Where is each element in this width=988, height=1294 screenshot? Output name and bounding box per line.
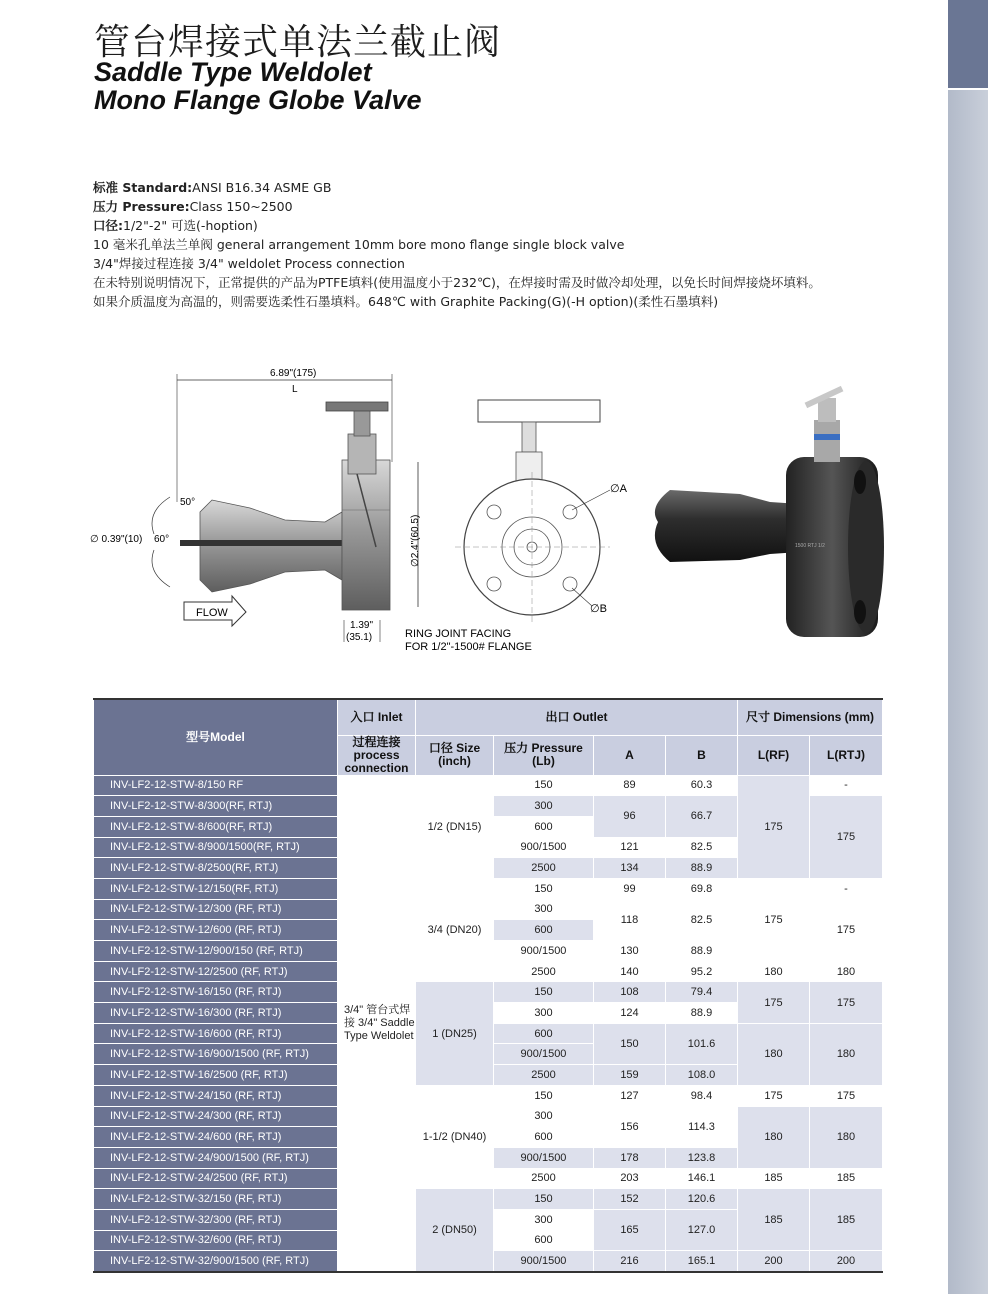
pressure-cell: 300 [494, 796, 594, 817]
angle-60-label: 60° [154, 534, 170, 545]
bore-dim-label: ∅ 0.39"(10) [90, 534, 143, 545]
table-row-model: INV-LF2-12-STW-24/900/1500 (RF, RTJ) [94, 1147, 338, 1168]
a-cell: 96 [594, 796, 666, 837]
b-cell: 123.8 [666, 1147, 738, 1168]
lrf-cell: 180 [738, 961, 810, 982]
spec-line4: 10 毫米孔单法兰单阀 general arrangement 10mm bore mono flange single block valve [93, 237, 625, 252]
pressure-cell: 600 [494, 1127, 594, 1148]
front-view [455, 400, 628, 622]
lrtj-cell: 175 [810, 982, 883, 1023]
side-tab-bottom [948, 90, 988, 1294]
table-row-model: INV-LF2-12-STW-16/600 (RF, RTJ) [94, 1023, 338, 1044]
pressure-cell: 900/1500 [494, 1251, 594, 1272]
b-cell: 120.6 [666, 1189, 738, 1210]
b-cell: 82.5 [666, 899, 738, 940]
pressure-cell: 300 [494, 1209, 594, 1230]
lrtj-cell: 180 [810, 1023, 883, 1085]
lrf-cell: 175 [738, 1085, 810, 1106]
header-dimensions: 尺寸 Dimensions (mm) [738, 699, 883, 735]
a-cell: 108 [594, 982, 666, 1003]
ring-joint-line2: FOR 1/2"-1500# FLANGE [405, 641, 532, 653]
table-row-model: INV-LF2-12-STW-16/300 (RF, RTJ) [94, 1003, 338, 1024]
pressure-cell: 900/1500 [494, 1147, 594, 1168]
lrtj-cell: 180 [810, 1106, 883, 1168]
table-row-model: INV-LF2-12-STW-32/300 (RF, RTJ) [94, 1209, 338, 1230]
page-title-en [94, 58, 422, 114]
table-row-model: INV-LF2-12-STW-12/600 (RF, RTJ) [94, 920, 338, 941]
b-cell: 127.0 [666, 1209, 738, 1250]
table-row-model: INV-LF2-12-STW-8/600(RF, RTJ) [94, 816, 338, 837]
spec-line5: 3/4"焊接过程连接 3/4" weldolet Process connection [93, 256, 405, 271]
a-cell: 152 [594, 1189, 666, 1210]
pressure-cell: 2500 [494, 1168, 594, 1189]
side-tab-top [948, 0, 988, 88]
a-cell: 127 [594, 1085, 666, 1106]
pressure-cell: 150 [494, 1189, 594, 1210]
spec-bore: 口径:1/2"-2" 可选(-hoption) [93, 218, 258, 233]
pressure-cell: 600 [494, 1023, 594, 1044]
pressure-cell: 300 [494, 1003, 594, 1024]
table-row-model: INV-LF2-12-STW-12/2500 (RF, RTJ) [94, 961, 338, 982]
table-row-model: INV-LF2-12-STW-24/300 (RF, RTJ) [94, 1106, 338, 1127]
specs-block [93, 178, 821, 311]
header-b: B [666, 735, 738, 775]
lrf-cell: 185 [738, 1168, 810, 1189]
lrf-cell: 175 [738, 982, 810, 1023]
table-row-model: INV-LF2-12-STW-32/150 (RF, RTJ) [94, 1189, 338, 1210]
b-cell: 114.3 [666, 1106, 738, 1147]
a-cell: 134 [594, 858, 666, 879]
pressure-cell: 150 [494, 878, 594, 899]
a-cell: 124 [594, 1003, 666, 1024]
pressure-cell: 600 [494, 1230, 594, 1251]
lrtj-cell: 175 [810, 796, 883, 879]
header-lrtj: L(RTJ) [810, 735, 883, 775]
table-row-model: INV-LF2-12-STW-32/900/1500 (RF, RTJ) [94, 1251, 338, 1272]
lrf-cell: 180 [738, 1023, 810, 1085]
b-cell: 108.0 [666, 1065, 738, 1086]
pressure-cell: 2500 [494, 1065, 594, 1086]
dim-l-label: L [292, 384, 298, 395]
table-row-model: INV-LF2-12-STW-16/150 (RF, RTJ) [94, 982, 338, 1003]
b-cell: 88.9 [666, 1003, 738, 1024]
angle-50-label: 50° [180, 497, 196, 508]
process-connection-cell: 3/4" 管台式焊接 3/4" Saddle Type Weldolet [338, 775, 416, 1272]
lrf-cell: 180 [738, 1106, 810, 1168]
page-title-cn: 管台焊接式单法兰截止阀 [94, 22, 502, 63]
spec-table [93, 698, 882, 1273]
b-cell: 79.4 [666, 982, 738, 1003]
b-cell: 98.4 [666, 1085, 738, 1106]
pressure-cell: 900/1500 [494, 941, 594, 962]
b-cell: 95.2 [666, 961, 738, 982]
pressure-cell: 600 [494, 920, 594, 941]
header-model: 型号Model [94, 699, 338, 775]
size-cell: 2 (DN50) [416, 1189, 494, 1272]
hole-a-label: ∅A [610, 483, 627, 495]
flow-label: FLOW [196, 607, 228, 619]
header-outlet: 出口 Outlet [416, 699, 738, 735]
title-en-line2: Mono Flange Globe Valve [94, 85, 422, 115]
size-cell: 3/4 (DN20) [416, 878, 494, 981]
a-cell: 216 [594, 1251, 666, 1272]
pressure-cell: 150 [494, 775, 594, 796]
size-cell: 1 (DN25) [416, 982, 494, 1085]
dim-length-label: 6.89"(175) [270, 368, 317, 379]
flange-thickness-mm-label: (35.1) [346, 632, 373, 643]
size-cell: 1-1/2 (DN40) [416, 1085, 494, 1188]
table-row-model: INV-LF2-12-STW-24/2500 (RF, RTJ) [94, 1168, 338, 1189]
a-cell: 178 [594, 1147, 666, 1168]
lrtj-cell: 180 [810, 961, 883, 982]
dim-height-label: ∅2.4"(60.5) [410, 514, 421, 567]
table-row-model: INV-LF2-12-STW-8/900/1500(RF, RTJ) [94, 837, 338, 858]
a-cell: 140 [594, 961, 666, 982]
lrtj-cell: - [810, 878, 883, 899]
a-cell: 89 [594, 775, 666, 796]
spec-line7: 如果介质温度为高温的，则需要选柔性石墨填料。648℃ with Graphite Packing(G)(-H option)(柔性石墨填料) [93, 294, 719, 309]
table-row-model: INV-LF2-12-STW-8/2500(RF, RTJ) [94, 858, 338, 879]
table-row-model: INV-LF2-12-STW-24/600 (RF, RTJ) [94, 1127, 338, 1148]
b-cell: 88.9 [666, 941, 738, 962]
spec-line6: 在未特别说明情况下，正常提供的产品为PTFE填料(使用温度小于232℃)，在焊接时需及时做冷却处理，以免长时间焊接烧坏填料。 [93, 275, 821, 290]
lrtj-cell: - [810, 775, 883, 796]
b-cell: 165.1 [666, 1251, 738, 1272]
spec-standard: 标准 Standard:ANSI B16.34 ASME GB [93, 180, 332, 195]
lrf-cell: 175 [738, 878, 810, 961]
a-cell: 118 [594, 899, 666, 940]
b-cell: 60.3 [666, 775, 738, 796]
a-cell: 99 [594, 878, 666, 899]
flange-thickness-label: 1.39" [350, 620, 374, 631]
header-size: 口径 Size (inch) [416, 735, 494, 775]
title-en-line1: Saddle Type Weldolet [94, 57, 372, 87]
ring-joint-line1: RING JOINT FACING [405, 628, 512, 640]
pressure-cell: 150 [494, 982, 594, 1003]
lrf-cell: 200 [738, 1251, 810, 1272]
header-pressure: 压力 Pressure (Lb) [494, 735, 594, 775]
pressure-cell: 600 [494, 816, 594, 837]
a-cell: 203 [594, 1168, 666, 1189]
a-cell: 159 [594, 1065, 666, 1086]
lrtj-cell: 175 [810, 899, 883, 961]
header-lrf: L(RF) [738, 735, 810, 775]
table-row-model: INV-LF2-12-STW-32/600 (RF, RTJ) [94, 1230, 338, 1251]
technical-drawing [80, 362, 940, 662]
hole-b-label: ∅B [590, 603, 607, 615]
lrtj-cell: 175 [810, 1085, 883, 1106]
b-cell: 82.5 [666, 837, 738, 858]
b-cell: 69.8 [666, 878, 738, 899]
b-cell: 146.1 [666, 1168, 738, 1189]
pressure-cell: 900/1500 [494, 837, 594, 858]
a-cell: 121 [594, 837, 666, 858]
table-row-model: INV-LF2-12-STW-16/900/1500 (RF, RTJ) [94, 1044, 338, 1065]
pressure-cell: 900/1500 [494, 1044, 594, 1065]
table-row-model: INV-LF2-12-STW-8/150 RF [94, 775, 338, 796]
table-row-model: INV-LF2-12-STW-24/150 (RF, RTJ) [94, 1085, 338, 1106]
size-cell: 1/2 (DN15) [416, 775, 494, 878]
a-cell: 156 [594, 1106, 666, 1147]
b-cell: 101.6 [666, 1023, 738, 1064]
pressure-cell: 2500 [494, 961, 594, 982]
a-cell: 165 [594, 1209, 666, 1250]
table-row-model: INV-LF2-12-STW-12/150(RF, RTJ) [94, 878, 338, 899]
pressure-cell: 300 [494, 899, 594, 920]
lrf-cell: 175 [738, 775, 810, 878]
header-process: 过程连接 process connection [338, 735, 416, 775]
spec-pressure: 压力 Pressure:Class 150~2500 [93, 199, 293, 214]
lrtj-cell: 185 [810, 1189, 883, 1251]
header-inlet: 入口 Inlet [338, 699, 416, 735]
header-a: A [594, 735, 666, 775]
product-photo [655, 386, 884, 637]
table-row-model: INV-LF2-12-STW-12/900/150 (RF, RTJ) [94, 941, 338, 962]
lrtj-cell: 200 [810, 1251, 883, 1272]
pressure-cell: 150 [494, 1085, 594, 1106]
pressure-cell: 2500 [494, 858, 594, 879]
table-row-model: INV-LF2-12-STW-12/300 (RF, RTJ) [94, 899, 338, 920]
a-cell: 150 [594, 1023, 666, 1064]
lrf-cell: 185 [738, 1189, 810, 1251]
table-row-model: INV-LF2-12-STW-16/2500 (RF, RTJ) [94, 1065, 338, 1086]
a-cell: 130 [594, 941, 666, 962]
lrtj-cell: 185 [810, 1168, 883, 1189]
valve-stamp: 1500 RTJ 1/2 [795, 543, 825, 549]
b-cell: 66.7 [666, 796, 738, 837]
table-row-model: INV-LF2-12-STW-8/300(RF, RTJ) [94, 796, 338, 817]
b-cell: 88.9 [666, 858, 738, 879]
pressure-cell: 300 [494, 1106, 594, 1127]
side-view [90, 368, 532, 653]
